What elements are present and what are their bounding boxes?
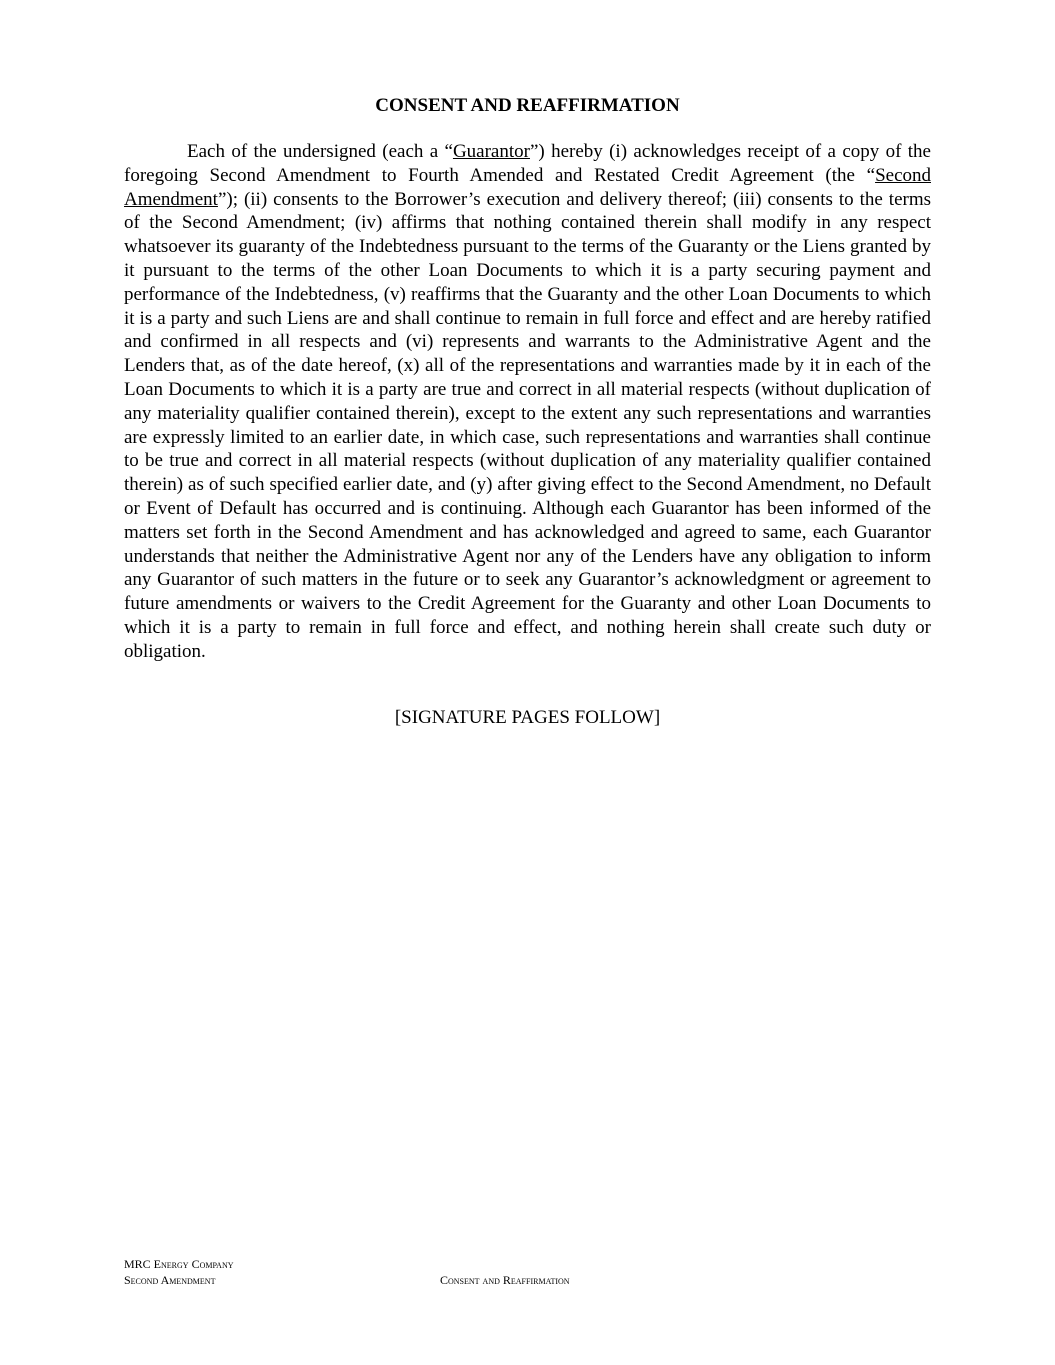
defined-term-second-amendment: Second Amendment — [124, 164, 931, 210]
footer-amendment: Second Amendment — [124, 1273, 216, 1287]
defined-term-guarantor: Guarantor — [452, 141, 530, 162]
consent-paragraph — [124, 140, 931, 664]
footer-page-label: Consent and Reaffirmation — [440, 1273, 570, 1287]
document-title: CONSENT AND REAFFIRMATION — [375, 95, 680, 116]
footer-company: MRC Energy Company — [124, 1257, 234, 1271]
footer-left — [124, 1256, 234, 1288]
signature-pages-note: [SIGNATURE PAGES FOLLOW] — [394, 707, 661, 728]
paragraph-text-1: Each of the undersigned (each a “ — [187, 141, 453, 162]
paragraph-text-2: ”) hereby (i) acknowledges receipt of a copy of the foregoing Second Amendment to Fourth Amended and Restated Credit Agreement (the “ — [124, 141, 931, 186]
paragraph-text-3: ”); (ii) consents to the Borrower’s execution and delivery thereof; (iii) consents to the terms of the Second Amendment; (iv) affirms that nothing contained therein shall modify in any respect whatsoever its guaranty of the Indebtedness pursuant to the terms of the Guaranty or the Liens granted by it pursuant to the terms of the other Loan Documents to which it is a party securing payment and performance of the Indebtedness, (v) reaffirms that the Guaranty and the other Loan Documents to which it is a party and such Liens are and shall continue to remain in full force and effect and are hereby ratified and confirmed in all respects and (vi) represents and warrants to the Administrative Agent and the Lenders that, as of the date hereof, (x) all of the representations and warranties made by it in each of the Loan Documents to which it is a party are true and correct in all material respects (without duplication of any materiality qualifier contained therein), except to the extent any such representations and warranties are expressly limited to an earlier date, in which case, such representations and warranties shall continue to be true and correct in all material respects (without duplication of any materiality qualifier contained therein) as of such specified earlier date, and (y) after giving effect to the Second Amendment, no Default or Event of Default has occurred and is continuing. Although each Guarantor has been informed of the matters set forth in the Second Amendment and has acknowledged and agreed to same, each Guarantor understands that neither the Administrative Agent nor any of the Lenders have any obligation to inform any Guarantor of such matters in the future or to seek any Guarantor’s acknowledgment or agreement to future amendments or waivers to the Credit Agreement for the Guaranty and other Loan Documents to which it is a party to remain in full force and effect, and nothing herein shall create such duty or obligation. — [124, 188, 931, 662]
